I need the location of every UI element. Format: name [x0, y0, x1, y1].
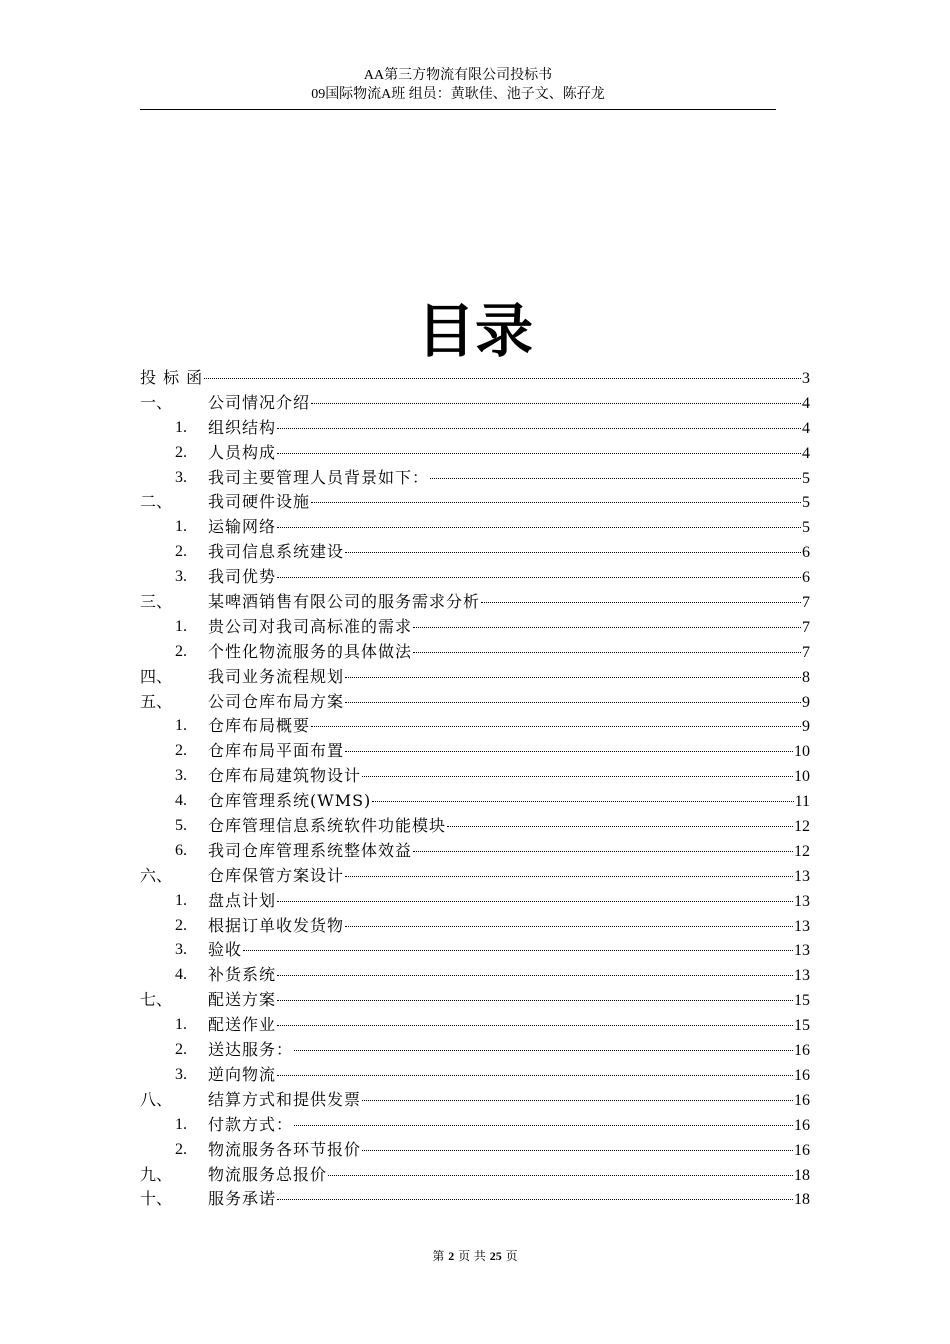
toc-entry-page: 7 [802, 643, 810, 661]
toc-entry-number: 1. [175, 418, 187, 436]
toc-entry-page: 12 [794, 842, 810, 860]
toc-entry-label: 运输网络 [208, 517, 277, 537]
toc-dot-leader [345, 925, 793, 927]
toc-dot-leader [311, 501, 801, 503]
toc-entry-label: 仓库布局建筑物设计 [208, 766, 362, 786]
toc-entry[interactable] [140, 565, 810, 590]
toc-dot-leader [277, 974, 793, 976]
toc-entry-number: 5. [175, 817, 187, 835]
toc-entry[interactable] [140, 515, 810, 540]
toc-entry-label: 我司主要管理人员背景如下： [208, 467, 430, 487]
toc-entry-label: 仓库管理信息系统软件功能模块 [208, 816, 447, 836]
toc-dot-leader [277, 999, 793, 1001]
toc-entry-label: 验收 [208, 940, 243, 960]
toc-dot-leader [277, 1198, 793, 1200]
toc-entry-page: 5 [802, 494, 810, 512]
toc-entry[interactable] [140, 1187, 810, 1212]
toc-entry-label: 付款方式： [208, 1114, 294, 1134]
toc-entry-number: 六、 [140, 865, 173, 885]
toc-entry-page: 13 [794, 917, 810, 935]
toc-entry-label: 个性化物流服务的具体做法 [208, 641, 413, 661]
toc-entry-number: 2. [175, 543, 187, 561]
toc-entry-number: 三、 [140, 592, 173, 612]
toc-entry-number: 八、 [140, 1089, 173, 1109]
page-header [140, 66, 776, 104]
toc-entry-page: 7 [802, 594, 810, 612]
toc-entry[interactable] [140, 714, 810, 739]
toc-entry[interactable] [140, 366, 810, 391]
toc-dot-leader [413, 626, 801, 628]
toc-entry[interactable] [140, 1038, 810, 1063]
toc-entry-label: 人员构成 [208, 442, 277, 462]
toc-entry-page: 4 [802, 394, 810, 412]
toc-dot-leader [277, 900, 793, 902]
toc-entry-number: 七、 [140, 990, 173, 1010]
toc-entry-number: 五、 [140, 691, 173, 711]
toc-entry-number: 1. [175, 617, 187, 635]
toc-entry-number: 4. [175, 792, 187, 810]
toc-entry-page: 8 [802, 668, 810, 686]
toc-dot-leader [447, 825, 793, 827]
toc-entry-number: 3. [175, 468, 187, 486]
toc-entry-page: 7 [802, 618, 810, 636]
toc-entry-page: 3 [802, 370, 810, 387]
toc-dot-leader [362, 775, 793, 777]
toc-entry-label: 我司仓库管理系统整体效益 [208, 840, 413, 860]
toc-dot-leader [345, 701, 801, 703]
toc-entry-number: 二、 [140, 492, 173, 512]
toc-entry[interactable] [140, 640, 810, 665]
toc-entry-label: 仓库布局平面布置 [208, 741, 345, 761]
toc-entry[interactable] [140, 764, 810, 789]
toc-entry-page: 4 [802, 419, 810, 437]
toc-entry-page: 9 [802, 693, 810, 711]
toc-entry-number: 2. [175, 1140, 187, 1158]
toc-entry-label: 公司情况介绍 [208, 392, 311, 412]
toc-entry-label: 我司优势 [208, 567, 277, 587]
toc-entry-page: 15 [794, 1017, 810, 1035]
toc-entry[interactable] [140, 1063, 810, 1088]
toc-entry-label: 仓库保管方案设计 [208, 865, 345, 885]
toc-entry-label: 盘点计划 [208, 890, 277, 910]
toc-dot-leader [362, 1149, 793, 1151]
toc-entry[interactable] [140, 814, 810, 839]
toc-entry-number: 3. [175, 568, 187, 586]
toc-entry[interactable] [140, 466, 810, 491]
toc-entry[interactable] [140, 690, 810, 715]
toc-dot-leader [277, 427, 801, 429]
toc-dot-leader [345, 676, 801, 678]
toc-entry-page: 6 [802, 544, 810, 562]
toc-entry-page: 16 [794, 1091, 810, 1109]
toc-entry[interactable] [140, 490, 810, 515]
toc-entry-number: 九、 [140, 1164, 173, 1184]
toc-entry-number: 1. [175, 1115, 187, 1133]
toc-entry-page: 4 [802, 444, 810, 462]
toc-entry-number: 2. [175, 1041, 187, 1059]
toc-dot-leader [311, 402, 801, 404]
toc-entry-page: 5 [802, 469, 810, 487]
toc-entry-label: 补货系统 [208, 965, 277, 985]
toc-dot-leader [204, 377, 801, 379]
toc-entry[interactable] [140, 540, 810, 565]
toc-entry[interactable] [140, 416, 810, 441]
toc-entry-number: 1. [175, 1016, 187, 1034]
toc-entry-label: 配送作业 [208, 1015, 277, 1035]
toc-entry-label: 我司业务流程规划 [208, 666, 345, 686]
header-doc-title: AA第三方物流有限公司投标书 [363, 68, 553, 83]
toc-entry-number: 2. [175, 742, 187, 760]
toc-dot-leader [413, 850, 793, 852]
toc-entry-number: 4. [175, 966, 187, 984]
footer-total-pages: 25 [489, 1249, 502, 1263]
toc-entry-page: 10 [794, 743, 810, 761]
toc-entry-page: 13 [794, 892, 810, 910]
toc-dot-leader [362, 1099, 793, 1101]
toc-entry-number: 1. [175, 518, 187, 536]
toc-dot-leader [345, 875, 793, 877]
footer-suffix: 页 [505, 1249, 518, 1263]
toc-entry-label: 仓库布局概要 [208, 716, 311, 736]
toc-entry-number: 3. [175, 767, 187, 785]
toc-entry-number: 3. [175, 941, 187, 959]
toc-entry-number: 1. [175, 717, 187, 735]
toc-entry-page: 6 [802, 569, 810, 587]
toc-entry-page: 18 [794, 1191, 810, 1209]
toc-entry-label: 组织结构 [208, 417, 277, 437]
toc-entry[interactable] [140, 938, 810, 963]
toc-entry[interactable] [140, 391, 810, 416]
toc-entry-label: 投 标 函 [140, 368, 204, 387]
toc-entry[interactable] [140, 1138, 810, 1163]
toc-entry-number: 一、 [140, 392, 173, 412]
toc-dot-leader [372, 800, 793, 802]
toc-entry[interactable] [140, 889, 810, 914]
toc-entry-page: 12 [794, 818, 810, 836]
toc-entry-label: 贵公司对我司高标准的需求 [208, 616, 413, 636]
toc-entry-page: 13 [794, 942, 810, 960]
toc-entry-page: 11 [794, 793, 810, 811]
toc-entry[interactable] [140, 914, 810, 939]
toc-dot-leader [481, 601, 801, 603]
toc-entry[interactable] [140, 789, 810, 814]
toc-entry[interactable] [140, 590, 810, 615]
footer-current-page: 2 [448, 1249, 455, 1263]
toc-entry[interactable] [140, 839, 810, 864]
toc-entry-label: 服务承诺 [208, 1189, 277, 1209]
toc-dot-leader [294, 1124, 793, 1126]
toc-entry-page: 13 [794, 867, 810, 885]
toc-entry[interactable] [140, 1163, 810, 1188]
toc-entry[interactable] [140, 615, 810, 640]
toc-entry[interactable] [140, 988, 810, 1013]
toc-entry[interactable] [140, 1113, 810, 1138]
toc-entry-number: 1. [175, 891, 187, 909]
toc-dot-leader [277, 1074, 793, 1076]
toc-dot-leader [277, 1024, 793, 1026]
toc-entry[interactable] [140, 1088, 810, 1113]
toc-entry[interactable] [140, 864, 810, 889]
toc-entry[interactable] [140, 963, 810, 988]
toc-entry-label: 配送方案 [208, 990, 277, 1010]
toc-entry-page: 16 [794, 1141, 810, 1159]
toc-dot-leader [277, 576, 801, 578]
toc-entry-page: 13 [794, 967, 810, 985]
toc-entry-label: 物流服务总报价 [208, 1164, 328, 1184]
toc-dot-leader [328, 1174, 793, 1176]
toc-entry-number: 2. [175, 916, 187, 934]
toc-dot-leader [243, 949, 793, 951]
toc-entry-page: 18 [794, 1166, 810, 1184]
header-team-line: 09国际物流A班 组员：黄耿佳、池子文、陈孖龙 [311, 87, 605, 102]
toc-entry-number: 2. [175, 443, 187, 461]
toc-dot-leader [277, 526, 801, 528]
toc-entry-number: 2. [175, 642, 187, 660]
toc-dot-leader [430, 477, 801, 479]
toc-entry-number: 6. [175, 841, 187, 859]
toc-entry-page: 15 [794, 992, 810, 1010]
table-of-contents [140, 366, 810, 1212]
toc-entry[interactable] [140, 1013, 810, 1038]
toc-dot-leader [345, 551, 801, 553]
toc-entry-page: 5 [802, 519, 810, 537]
toc-entry-label: 仓库管理系统(WMS) [208, 791, 372, 811]
toc-dot-leader [311, 725, 801, 727]
toc-entry-page: 16 [794, 1066, 810, 1084]
toc-entry[interactable] [140, 665, 810, 690]
toc-entry-label: 我司信息系统建设 [208, 542, 345, 562]
footer-middle: 页 共 [458, 1249, 486, 1263]
toc-entry-label: 公司仓库布局方案 [208, 691, 345, 711]
toc-entry-page: 9 [802, 718, 810, 736]
toc-entry-page: 16 [794, 1116, 810, 1134]
page-footer [0, 1247, 950, 1264]
toc-entry-page: 16 [794, 1042, 810, 1060]
toc-entry-number: 十、 [140, 1189, 173, 1209]
toc-dot-leader [345, 750, 793, 752]
toc-dot-leader [294, 1049, 793, 1051]
toc-entry-label: 送达服务： [208, 1040, 294, 1060]
toc-entry-label: 某啤酒销售有限公司的服务需求分析 [208, 592, 481, 612]
toc-dot-leader [277, 452, 801, 454]
toc-entry[interactable] [140, 441, 810, 466]
toc-entry-number: 四、 [140, 666, 173, 686]
footer-prefix: 第 [432, 1249, 445, 1263]
toc-entry-label: 根据订单收发货物 [208, 915, 345, 935]
toc-entry-number: 3. [175, 1065, 187, 1083]
header-divider [140, 109, 776, 110]
toc-entry-page: 10 [794, 768, 810, 786]
toc-entry-label: 物流服务各环节报价 [208, 1139, 362, 1159]
toc-entry-label: 结算方式和提供发票 [208, 1089, 362, 1109]
toc-entry-label: 逆向物流 [208, 1064, 277, 1084]
toc-dot-leader [413, 651, 801, 653]
toc-entry-label: 我司硬件设施 [208, 492, 311, 512]
toc-title: 目录 [416, 297, 533, 365]
toc-entry[interactable] [140, 739, 810, 764]
